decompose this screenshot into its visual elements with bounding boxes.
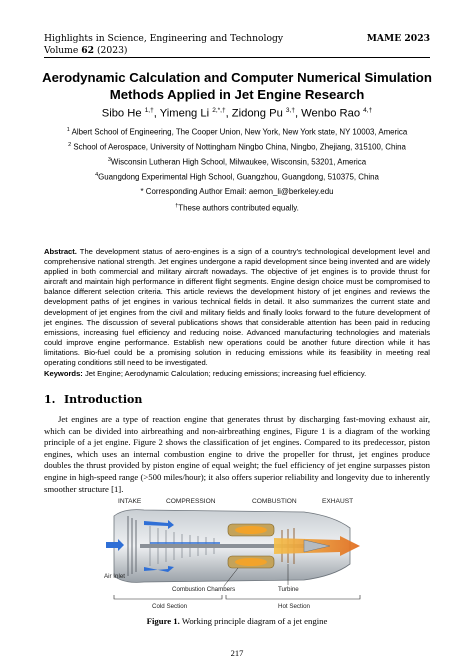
affiliation-mark: 1 (66, 127, 70, 133)
keywords (44, 369, 430, 378)
label-exhaust: EXHAUST (322, 498, 354, 505)
cold-section-bracket (114, 595, 222, 599)
section-heading (44, 393, 142, 406)
title-line-2: Methods Applied in Jet Engine Research (109, 87, 365, 102)
label-hot-section: Hot Section (278, 603, 310, 610)
author-name: Yimeng Li (159, 107, 210, 120)
keywords-label: Keywords: (44, 369, 83, 378)
label-turbine: Turbine (278, 586, 299, 593)
section-number: 1. (44, 393, 56, 406)
volume-year: (2023) (94, 45, 128, 56)
affiliation-mark: 3 (107, 157, 111, 163)
caption-label: Figure 1. (146, 616, 180, 626)
equal-contribution-text: These authors contributed equally. (178, 203, 299, 213)
volume-info (44, 45, 128, 56)
equal-contribution-note (20, 203, 454, 213)
dagger-mark: † (175, 203, 179, 209)
volume-number: 62 (81, 45, 95, 56)
author-name: Wenbo Rao (301, 107, 361, 120)
abstract-label: Abstract. (44, 247, 77, 256)
affiliation-mark: 4 (95, 172, 99, 178)
figure-caption (44, 616, 430, 626)
hot-section-bracket (226, 595, 360, 599)
label-cold-section: Cold Section (152, 603, 188, 610)
title-line-1: Aerodynamic Calculation and Computer Numerical Simulation (42, 70, 432, 85)
author-mark: 4,† (363, 107, 373, 114)
caption-text: Working principle diagram of a jet engine (179, 616, 328, 626)
affiliation-text: Albert School of Engineering, The Cooper Union, New York, New York state, NY 10003, America (71, 127, 408, 137)
label-air-inlet: Air Inlet (104, 573, 125, 580)
affiliation (20, 157, 454, 167)
label-intake: INTAKE (118, 498, 142, 505)
section-title: Introduction (64, 393, 143, 406)
affiliation-text: Guangdong Experimental High School, Guangzhou, Guangdong, 510375, China (98, 172, 379, 182)
conference-code: MAME 2023 (366, 33, 430, 44)
author-mark: 1,† (144, 107, 154, 114)
keywords-text: Jet Engine; Aerodynamic Calculation; reducing emissions; increasing fuel efficiency. (82, 369, 367, 378)
volume-prefix: Volume (44, 45, 82, 56)
label-combustion: COMBUSTION (252, 498, 297, 505)
affiliation-mark: 2 (68, 142, 72, 148)
label-compression: COMPRESSION (166, 498, 216, 505)
affiliation-text: School of Aerospace, University of Nottingham Ningbo China, Ningbo, Zhejiang, 315100, China (73, 142, 406, 152)
header-rule (44, 57, 430, 58)
author-name: Zidong Pu (231, 107, 283, 120)
corresponding-author: * Corresponding Author Email: aemon_li@berkeley.edu (140, 187, 334, 196)
author-separator: , (225, 107, 232, 120)
affiliation-text: Wisconsin Lutheran High School, Milwaukee, Wisconsin, 53201, America (110, 157, 367, 167)
abstract (44, 247, 430, 368)
author-list (20, 107, 454, 120)
jet-engine-diagram (104, 494, 372, 612)
author-separator: , (153, 107, 160, 120)
label-combustion-chambers: Combustion Chambers (172, 586, 236, 593)
affiliation (20, 127, 454, 137)
author-name: Sibo He (101, 107, 142, 120)
journal-name: Highlights in Science, Engineering and Technology (44, 33, 284, 44)
author-mark: 3,† (285, 107, 295, 114)
author-mark: 2,*,† (212, 107, 226, 114)
page-number: 217 (230, 648, 244, 658)
author-separator: , (294, 107, 302, 120)
affiliation (20, 172, 454, 182)
body-paragraph: Jet engines are a type of reaction engine that generates thrust by discharging fast-moving exhaust air, which can be divided into airbreathing and non-airbreathing engines, Figure 1 is a diagram of the working principle of a jet engine. Figure 2 shows the classification of jet engines. Compared to its predecessor, piston engines, which uses an internal combustion engine to drive the propeller for thrust, jet engines produce doubles the thrust provided by piston engine of equal weight; the fuel efficiency of jet engine surpasses piston engine in high-speed range (>500 miles/hour); it also offers superior reliability and longevity due to inherently smoother structure [1]. (44, 414, 430, 494)
paper-title (30, 69, 444, 103)
abstract-text: The development status of aero-engines is a sign of a country's technological development level and comprehensive national strength. Jet engines undergone a rapid development since being invented and are widely applied in both commercial and military aircraft nowadays. The objective of jet engines is to provide thrust for aircraft and maintain high performance in different flight segments. Engine design choice must be compromised to balance different selection criteria. This article reviews the development history of jet engines and reviews the development paths of jet engines in various technical fields in detail. It also summarizes the current state and development of jet engines from the civil and military fields and finally looks forward to the future development of jet engines. The discussion of several publications shows that considerable attention has been paid in reducing emissions, increasing fuel efficiency and reducing noise. Advanced manufacturing technologies and materials could improve engine performance. Establish new operations could be another future direction while it has limitations. Bio-fuel could be a promising solution in reducing emissions while its feasibility in meeting real operating conditions still need to be investigated. (44, 247, 430, 368)
affiliation (20, 142, 454, 152)
